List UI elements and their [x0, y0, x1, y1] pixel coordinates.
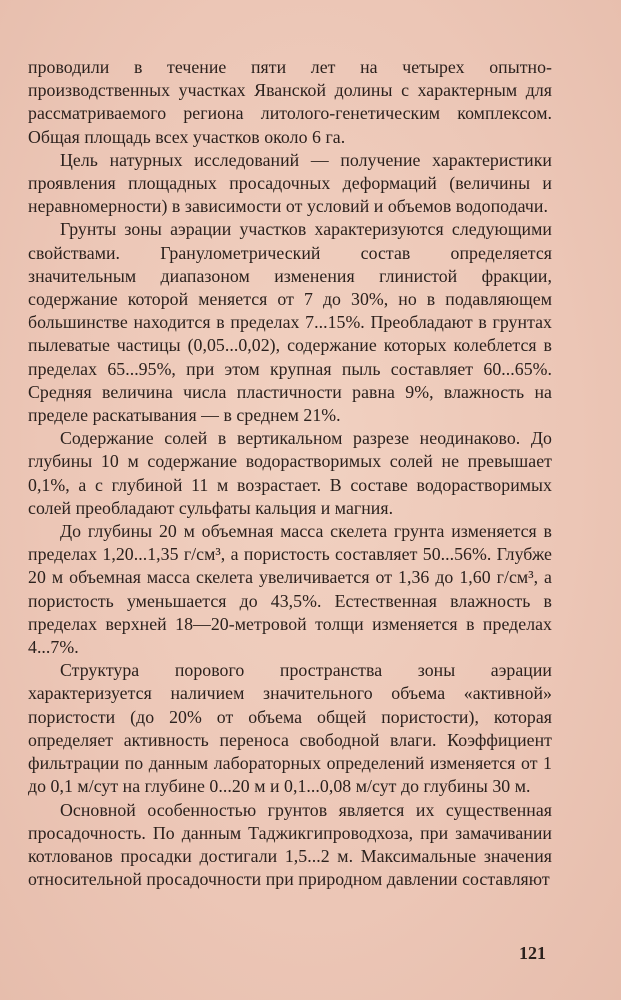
paragraph-6: Структура порового пространства зоны аэрации характеризуется наличием значительного объема «активной» пористости (до 20% от объема общей пористости), которая определяет активность переноса свободной влаги. Коэффициент фильтрации по данным лабораторных определений изменяется от 1 до 0,1 м/сут на глубине 0...20 м и 0,1...0,08 м/сут до глубины 30 м. — [28, 660, 552, 797]
page-number: 121 — [519, 943, 546, 963]
paragraph-4: Содержание солей в вертикальном разрезе неодинаково. До глубины 10 м содержание водорастворимых солей не превышает 0,1%, а с глубиной 11 м возрастает. В составе водорастворимых солей преобладают сульфаты кальция и магния. — [28, 428, 552, 518]
document-body — [28, 56, 552, 891]
paragraph-3: Грунты зоны аэрации участков характеризуются следующими свойствами. Гранулометрический состав определяется значительным диапазоном изменения глинистой фракции, содержание которой меняется от 7 до 30%, но в подавляющем большинстве находится в пределах 7...15%. Преобладают в грунтах пылеватые частицы (0,05...0,02), содержание которых колеблется в пределах 65...95%, при этом крупная пыль составляет 60...65%. Средняя величина числа пластичности равна 9%, влажность на пределе раскатывания — в среднем 21%. — [28, 219, 552, 426]
paragraph-7: Основной особенностью грунтов является их существенная просадочность. По данным Таджикгипроводхоза, при замачивании котлованов просадки достигали 1,5...2 м. Максимальные значения относительной просадочности при природном давлении составляют — [28, 799, 552, 890]
paragraph-5: До глубины 20 м объемная масса скелета грунта изменяется в пределах 1,20...1,35 г/см³, а пористость составляет 50...56%. Глубже 20 м объемная масса скелета увеличивается от 1,36 до 1,60 г/см³, а пористость уменьшается до 43,5%. Естественная влажность в пределах верхней 18—20-метровой толщи изменяется в пределах 4...7%. — [28, 521, 552, 658]
paragraph-2: Цель натурных исследований — получение характеристики проявления площадных просадочных деформаций (величины и неравномерности) в зависимости от условий и объемов водоподачи. — [28, 149, 552, 217]
paragraph-1: проводили в течение пяти лет на четырех опытно-производственных участках Яванской долины с характерным для рассматриваемого региона литолого-генетическим комплексом. Общая площадь всех участков около 6 га. — [28, 57, 552, 147]
